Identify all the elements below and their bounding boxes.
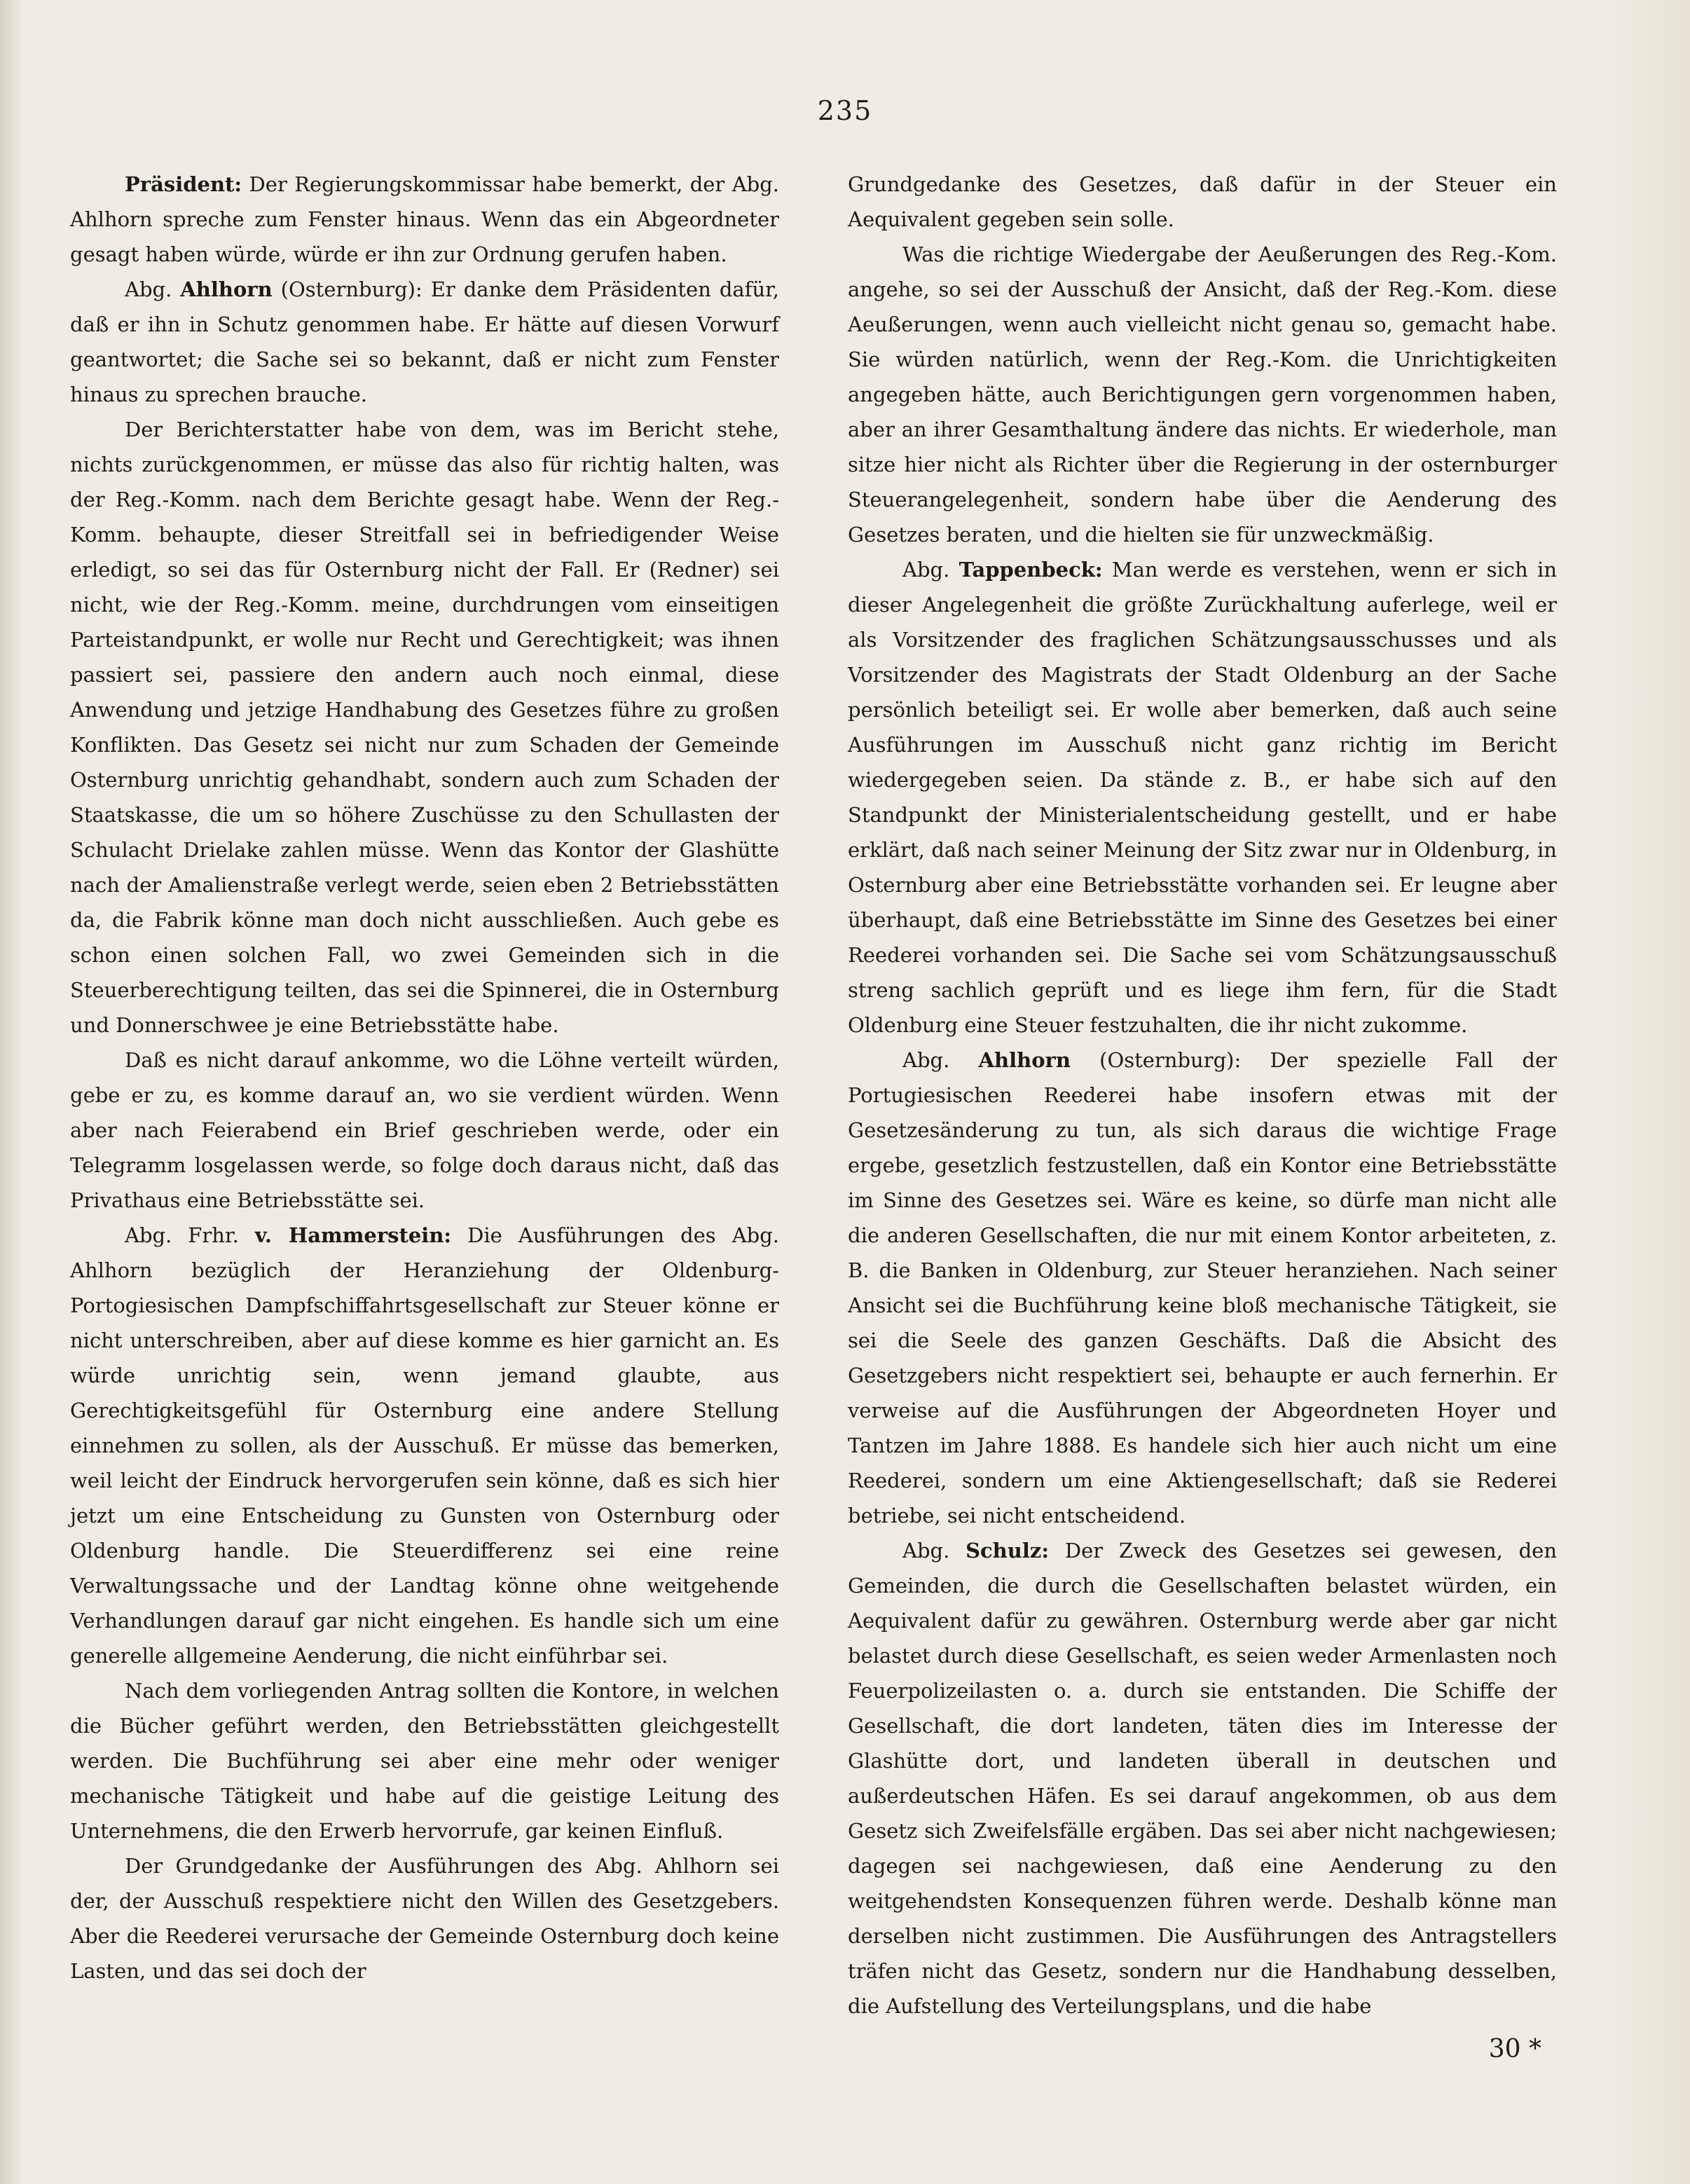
paragraph-text: Man werde es verstehen, wenn er sich in dieser Angelegenheit die größte Zurückhaltung auferlege, weil er als Vorsitzender des fraglichen Schätzungsausschusses und als Vorsitzender des Magistrats der Stadt Oldenburg an der Sache persönlich beteiligt sei. Er wolle aber bemerken, daß auch seine Ausführungen im Ausschuß nicht ganz richtig im Bericht wiedergegeben seien. Da stände z. B., er habe sich auf den Standpunkt der Ministerialentscheidung gestellt, und er habe erklärt, daß nach seiner Meinung der Sitz zwar nur in Oldenburg, in Osternburg aber eine Betriebsstätte vorhanden sei. Er leugne aber überhaupt, daß eine Betriebsstätte im Sinne des Gesetzes bei einer Reederei vorhanden sei. Die Sache sei vom Schätzungsausschuß streng sachlich geprüft und es liege ihm fern, für die Stadt Oldenburg eine Steuer festzuhalten, die ihr nicht zukomme. <box>848 558 1558 1037</box>
left-column <box>70 167 779 1989</box>
paragraph-text: (Osternburg): Der spezielle Fall der Portugiesischen Reederei habe insofern etwas mit der Gesetzesänderung zu tun, als sich daraus die wichtige Frage ergebe, gesetzlich festzustellen, daß ein Kontor eine Betriebsstätte im Sinne des Gesetzes sei. Wäre es keine, so dürfe man nicht alle die anderen Gesellschaften, die nur mit einem Kontor arbeiteten, z. B. die Banken in Oldenburg, zur Steuer heranziehen. Nach seiner Ansicht sei die Buchführung keine bloß mechanische Tätigkeit, sie sei die Seele des ganzen Geschäfts. Daß die Absicht des Gesetzgebers nicht respektiert sei, behaupte er auch fernerhin. Er verweise auf die Ausführungen der Abgeordneten Hoyer und Tantzen im Jahre 1888. Es handele sich hier auch nicht um eine Reederei, sondern um eine Aktiengesellschaft; daß sie Rederei betriebe, sei nicht entscheidend. <box>848 1048 1557 1527</box>
paragraph-text: Der Regierungskommissar habe bemerkt, der Abg. Ahlhorn spreche zum Fenster hinaus. Wenn das ein Abgeordneter gesagt haben würde, würde er ihn zur Ordnung gerufen haben. <box>70 172 779 266</box>
paragraph <box>70 167 779 272</box>
paragraph <box>70 1218 779 1673</box>
speaker-name: v. Hammerstein: <box>254 1223 452 1247</box>
paragraph: Was die richtige Wiedergabe der Aeußerungen des Reg.-Kom. angehe, so sei der Ausschuß der Ansicht, daß der Reg.-Kom. diese Aeußerungen, wenn auch vielleicht nicht genau so, gemacht habe. Sie würden natürlich, wenn der Reg.-Kom. die Unrichtigkeiten angegeben hätte, auch Berichtigungen gern vorgenommen haben, aber an ihrer Gesamthaltung ändere das nichts. Er wiederhole, man sitze hier nicht als Richter über die Regierung in der osternburger Steuerangelegenheit, sondern habe über die Aenderung des Gesetzes beraten, und die hielten sie für unzweckmäßig. <box>848 242 1557 547</box>
signature-mark: 30 * <box>1488 2035 1541 2063</box>
page-edge-shadow-left <box>0 0 24 2184</box>
paragraph <box>848 1533 1557 2024</box>
paragraph: Daß es nicht darauf ankomme, wo die Löhne verteilt würden, gebe er zu, es komme darauf an, wo sie verdient würden. Wenn aber nach Feierabend ein Brief geschrieben werde, oder ein Telegramm losgelassen werde, so folge doch daraus nicht, daß das Privathaus eine Betriebsstätte sei. <box>70 1048 779 1212</box>
speaker-prefix: Abg. <box>902 558 950 582</box>
right-column <box>848 167 1557 2024</box>
paragraph <box>848 552 1557 1043</box>
speaker-prefix: Abg. <box>902 1048 950 1072</box>
paragraph-text: Die Ausführungen des Abg. Ahlhorn bezüglich der Heranziehung der Oldenburg-Portogiesischen Dampfschiffahrtsgesellschaft zur Steuer könne er nicht unterschreiben, aber auf diese komme es hier garnicht an. Es würde unrichtig sein, wenn jemand glaubte, aus Gerechtigkeitsgefühl für Osternburg eine andere Stellung einnehmen zu sollen, als der Ausschuß. Er müsse das bemerken, weil leicht der Eindruck hervorgerufen sein könne, daß es sich hier jetzt um eine Entscheidung zu Gunsten von Osternburg oder Oldenburg handle. Die Steuerdifferenz sei eine reine Verwaltungssache und der Landtag könne ohne weitgehende Verhandlungen darauf gar nicht eingehen. Es handle sich um eine generelle allgemeine Aenderung, die nicht einführbar sei. <box>70 1223 780 1668</box>
paragraph: Der Grundgedanke der Ausführungen des Abg. Ahlhorn sei der, der Ausschuß respektiere nicht den Willen des Gesetzgebers. Aber die Reederei verursache der Gemeinde Osternburg doch keine Lasten, und das sei doch der <box>70 1854 779 1983</box>
speaker-prefix: Abg. <box>902 1539 950 1563</box>
paragraph: Der Berichterstatter habe von dem, was im Bericht stehe, nichts zurückgenommen, er müsse das also für richtig halten, was der Reg.-Komm. nach dem Berichte gesagt habe. Wenn der Reg.-Komm. behaupte, dieser Streitfall sei in befriedigender Weise erledigt, so sei das für Osternburg nicht der Fall. Er (Redner) sei nicht, wie der Reg.-Komm. meine, durchdrungen vom einseitigen Parteistandpunkt, er wolle nur Recht und Gerechtigkeit; was ihnen passiert sei, passiere den andern auch noch einmal, diese Anwendung und jetzige Handhabung des Gesetzes führe zu großen Konflikten. Das Gesetz sei nicht nur zum Schaden der Gemeinde Osternburg unrichtig gehandhabt, sondern auch zum Schaden der Staatskasse, die um so höhere Zuschüsse zu den Schullasten der Schulacht Drielake zahlen müsse. Wenn das Kontor der Glashütte nach der Amalienstraße verlegt werde, seien eben 2 Betriebsstätten da, die Fabrik könne man doch nicht ausschließen. Auch gebe es schon einen solchen Fall, wo zwei Gemeinden sich in die Steuerberechtigung teilten, das sei die Spinnerei, die in Osternburg und Donnerschwee je eine Betriebsstätte habe. <box>70 418 779 1037</box>
paragraph-continuation: Grundgedanke des Gesetzes, daß dafür in der Steuer ein Aequivalent gegeben sein solle. <box>848 172 1557 231</box>
page-edge-shadow-right <box>1613 0 1690 2184</box>
paragraph-text: Der Zweck des Gesetzes sei gewesen, den Gemeinden, die durch die Gesellschaften belastet würden, ein Aequivalent dafür zu gewähren. Osternburg werde aber gar nicht belastet durch diese Gesellschaft, es seien weder Armenlasten noch Feuerpolizeilasten o. a. durch sie entstanden. Die Schiffe der Gesellschaft, die dort landeten, täten dies im Interesse der Glashütte dort, und landeten überall in deutschen und außerdeutschen Häfen. Es sei darauf angekommen, ob aus dem Gesetz sich Zweifelsfälle ergäben. Das sei aber nicht nachgewiesen; dagegen sei nachgewiesen, daß eine Aenderung zu den weitgehendsten Konsequenzen führen werde. Deshalb könne man derselben nicht zustimmen. Die Ausführungen des Antragstellers träfen nicht das Gesetz, sondern nur die Handhabung desselben, die Aufstellung des Verteilungsplans, und die habe <box>848 1539 1558 2018</box>
speaker-name: Schulz: <box>966 1539 1050 1563</box>
paragraph <box>848 1043 1557 1533</box>
speaker-prefix: Abg. Frhr. <box>125 1223 239 1247</box>
paragraph <box>70 272 779 412</box>
paragraph: Nach dem vorliegenden Antrag sollten die Kontore, in welchen die Bücher geführt werden, den Betriebsstätten gleichgestellt werden. Die Buchführung sei aber eine mehr oder weniger mechanische Tätigkeit und habe auf die geistige Leitung des Unternehmens, die den Erwerb hervorrufe, gar keinen Einfluß. <box>70 1679 779 1843</box>
speaker-prefix: Abg. <box>125 277 172 301</box>
paragraph-text: (Osternburg): Er danke dem Präsidenten dafür, daß er ihn in Schutz genommen habe. Er hätte auf diesen Vorwurf geantwortet; die Sache sei so bekannt, daß er nicht zum Fenster hinaus zu sprechen brauche. <box>70 277 780 406</box>
page-number: 235 <box>817 95 873 126</box>
speaker-name: Tappenbeck: <box>959 558 1103 582</box>
speaker-name: Präsident: <box>125 172 242 196</box>
speaker-name: Ahlhorn <box>180 277 273 301</box>
speaker-name: Ahlhorn <box>978 1048 1071 1072</box>
